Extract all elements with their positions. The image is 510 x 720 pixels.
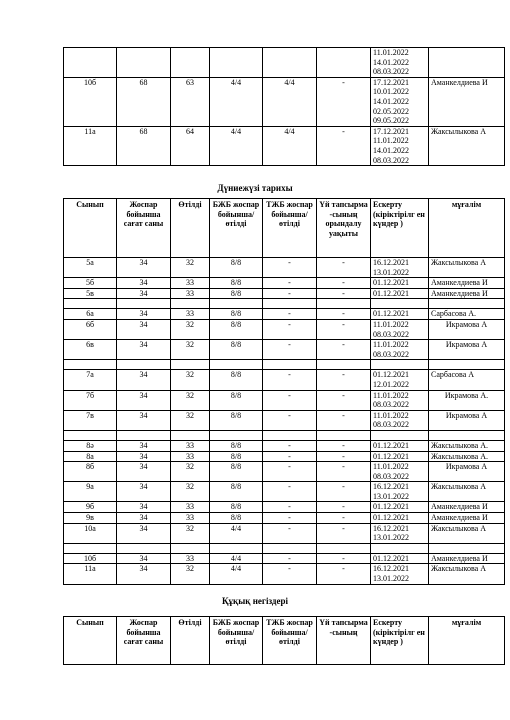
tjb-cell: -	[263, 340, 317, 360]
table-spacer-row	[64, 430, 505, 440]
tjb-cell: -	[263, 564, 317, 584]
bjb-cell: 8/8	[210, 370, 263, 390]
table-row	[64, 370, 505, 390]
table-continuation	[63, 47, 505, 166]
tjb-cell: -	[263, 502, 317, 513]
note-date: 17.12.2021	[373, 77, 409, 87]
note-date: 08.03.2022	[373, 67, 409, 77]
table-world-history	[63, 198, 505, 585]
note-dates-cell	[371, 48, 429, 78]
table-row	[64, 564, 505, 584]
table-row	[64, 77, 505, 126]
class-cell: 10б	[64, 553, 117, 564]
note-date: 16.12.2021	[373, 258, 409, 267]
table-law-basics	[63, 616, 505, 665]
teacher-cell: Аманкелдиева И	[429, 553, 505, 564]
table-header-row	[64, 199, 505, 258]
teacher-cell: Жаксылыкова А	[429, 523, 505, 543]
homework-cell: -	[317, 370, 371, 390]
done-cell	[171, 48, 210, 78]
note-dates-cell	[371, 451, 429, 462]
table-row	[64, 258, 505, 278]
tjb-cell: -	[263, 390, 317, 410]
note-date: 11.01.2022	[373, 136, 409, 146]
note-date: 13.01.2022	[373, 574, 409, 584]
note-date: 08.03.2022	[373, 400, 409, 410]
tjb-cell	[263, 48, 317, 78]
note-date: 01.12.2021	[373, 278, 409, 288]
spacer-cell	[171, 543, 210, 553]
header-tjb: ТЖБ жоспар бойынша/ өтілді	[263, 199, 317, 258]
done-cell: 64	[171, 126, 210, 165]
note-date: 14.01.2022	[373, 96, 409, 106]
spacer-cell	[117, 430, 171, 440]
tjb-cell: -	[263, 258, 317, 278]
note-date: 08.03.2022	[373, 349, 409, 359]
spacer-cell	[210, 299, 263, 309]
table-row	[64, 482, 505, 502]
note-date: 08.03.2022	[373, 329, 409, 339]
bjb-cell	[210, 48, 263, 78]
note-date: 11.01.2022	[373, 340, 409, 350]
teacher-cell: Икрамова А	[429, 462, 505, 482]
table-row	[64, 48, 505, 78]
homework-cell: -	[317, 523, 371, 543]
section-title-law-basics: Құқық негіздері	[222, 596, 288, 606]
tjb-cell: -	[263, 482, 317, 502]
homework-cell	[317, 48, 371, 78]
bjb-cell: 8/8	[210, 340, 263, 360]
header-done: Өтілді	[171, 617, 210, 665]
table-row	[64, 513, 505, 524]
header-done: Өтілді	[171, 199, 210, 258]
note-dates-cell	[371, 502, 429, 513]
spacer-cell	[317, 299, 371, 309]
homework-cell: -	[317, 553, 371, 564]
spacer-cell	[429, 360, 505, 370]
bjb-cell: 4/4	[210, 77, 263, 126]
teacher-cell: Аманкелдиева И	[429, 288, 505, 299]
spacer-cell	[64, 543, 117, 553]
note-dates-cell	[371, 278, 429, 289]
spacer-cell	[371, 360, 429, 370]
spacer-cell	[429, 299, 505, 309]
header-class: Сынып	[64, 199, 117, 258]
spacer-cell	[317, 543, 371, 553]
note-dates-cell	[371, 482, 429, 502]
table-row	[64, 523, 505, 543]
spacer-cell	[210, 360, 263, 370]
homework-cell: -	[317, 126, 371, 165]
class-cell: 6в	[64, 340, 117, 360]
note-date: 11.01.2022	[373, 410, 409, 420]
class-cell: 5б	[64, 278, 117, 289]
bjb-cell: 8/8	[210, 502, 263, 513]
class-cell: 8а	[64, 451, 117, 462]
spacer-cell	[263, 543, 317, 553]
spacer-cell	[117, 543, 171, 553]
homework-cell: -	[317, 288, 371, 299]
homework-cell: -	[317, 309, 371, 320]
table-row	[64, 340, 505, 360]
teacher-cell: Жаксылыкова А	[429, 258, 505, 278]
homework-cell: -	[317, 390, 371, 410]
table-spacer-row	[64, 543, 505, 553]
done-cell: 32	[171, 390, 210, 410]
note-dates-cell	[371, 390, 429, 410]
bjb-cell: 8/8	[210, 258, 263, 278]
spacer-cell	[210, 430, 263, 440]
homework-cell: -	[317, 564, 371, 584]
note-dates-cell	[371, 288, 429, 299]
note-dates-cell	[371, 440, 429, 451]
header-homework: Үй тапсырма -сының орындалу уақыты	[317, 199, 371, 258]
class-cell: 6б	[64, 319, 117, 339]
done-cell: 63	[171, 77, 210, 126]
spacer-cell	[371, 543, 429, 553]
teacher-cell: Икрамова А	[429, 319, 505, 339]
bjb-cell: 8/8	[210, 390, 263, 410]
teacher-cell: Икрамова А	[429, 340, 505, 360]
spacer-cell	[171, 360, 210, 370]
table-row	[64, 288, 505, 299]
spacer-cell	[117, 360, 171, 370]
spacer-cell	[317, 360, 371, 370]
tjb-cell: -	[263, 288, 317, 299]
tjb-cell: -	[263, 523, 317, 543]
table-header-row	[64, 617, 505, 665]
class-cell: 11а	[64, 126, 117, 165]
plan-hours-cell: 34	[117, 309, 171, 320]
plan-hours-cell: 34	[117, 410, 171, 430]
plan-hours-cell: 68	[117, 126, 171, 165]
header-tjb: ТЖБ жоспар бойынша/ өтілді	[263, 617, 317, 665]
done-cell: 32	[171, 319, 210, 339]
teacher-cell: Аманкелдиева И	[429, 278, 505, 289]
plan-hours-cell: 34	[117, 319, 171, 339]
table-spacer-row	[64, 299, 505, 309]
teacher-cell: Аманкелдиева И	[429, 77, 505, 126]
bjb-cell: 4/4	[210, 126, 263, 165]
tjb-cell: -	[263, 319, 317, 339]
tjb-cell: -	[263, 440, 317, 451]
homework-cell: -	[317, 513, 371, 524]
note-dates-cell	[371, 319, 429, 339]
note-dates-cell	[371, 126, 429, 165]
teacher-cell: Икрамова А.	[429, 390, 505, 410]
header-plan: Жоспар бойынша сағат саны	[117, 617, 171, 665]
homework-cell: -	[317, 319, 371, 339]
bjb-cell: 8/8	[210, 278, 263, 289]
table-row	[64, 126, 505, 165]
note-dates-cell	[371, 513, 429, 524]
teacher-cell: Жаксылыкова А	[429, 482, 505, 502]
teacher-cell: Аманкелдиева И	[429, 502, 505, 513]
note-date: 13.01.2022	[373, 491, 409, 501]
plan-hours-cell: 34	[117, 340, 171, 360]
note-date: 13.01.2022	[373, 267, 409, 277]
plan-hours-cell	[117, 48, 171, 78]
note-date: 16.12.2021	[373, 523, 409, 533]
bjb-cell: 8/8	[210, 410, 263, 430]
plan-hours-cell: 34	[117, 370, 171, 390]
done-cell: 32	[171, 462, 210, 482]
note-date: 08.03.2022	[373, 471, 409, 481]
done-cell: 32	[171, 564, 210, 584]
note-date: 10.01.2022	[373, 87, 409, 97]
homework-cell: -	[317, 440, 371, 451]
note-dates-cell	[371, 340, 429, 360]
tjb-cell: -	[263, 451, 317, 462]
spacer-cell	[317, 430, 371, 440]
plan-hours-cell: 34	[117, 451, 171, 462]
class-cell: 8ә	[64, 440, 117, 451]
header-homework: Үй тапсырма -сының	[317, 617, 371, 665]
table-row	[64, 278, 505, 289]
note-date: 01.12.2021	[373, 553, 409, 563]
plan-hours-cell: 34	[117, 523, 171, 543]
done-cell: 32	[171, 258, 210, 278]
header-plan: Жоспар бойынша сағат саны	[117, 199, 171, 258]
teacher-cell: Жаксылыкова А	[429, 126, 505, 165]
spacer-cell	[263, 430, 317, 440]
tjb-cell: -	[263, 278, 317, 289]
header-bjb: БЖБ жоспар бойынша/ өтілді	[210, 617, 263, 665]
teacher-cell: Сарбасова А.	[429, 309, 505, 320]
teacher-cell: Жаксылыкова А	[429, 564, 505, 584]
note-date: 01.12.2021	[373, 370, 409, 380]
note-date: 11.01.2022	[373, 462, 409, 472]
plan-hours-cell: 34	[117, 440, 171, 451]
note-date: 11.01.2022	[373, 48, 409, 57]
spacer-cell	[263, 360, 317, 370]
header-bjb: БЖБ жоспар бойынша/ өтілді	[210, 199, 263, 258]
table-row	[64, 553, 505, 564]
done-cell: 33	[171, 553, 210, 564]
header-teacher: мұғалім	[429, 617, 505, 665]
note-date: 12.01.2022	[373, 379, 409, 389]
note-date: 01.12.2021	[373, 288, 409, 298]
note-date: 01.12.2021	[373, 309, 409, 319]
note-date: 16.12.2021	[373, 564, 409, 574]
plan-hours-cell: 68	[117, 77, 171, 126]
tjb-cell: -	[263, 309, 317, 320]
spacer-cell	[64, 299, 117, 309]
note-dates-cell	[371, 523, 429, 543]
note-date: 08.03.2022	[373, 155, 409, 165]
homework-cell: -	[317, 77, 371, 126]
spacer-cell	[429, 543, 505, 553]
class-cell: 10а	[64, 523, 117, 543]
note-dates-cell	[371, 77, 429, 126]
class-cell	[64, 48, 117, 78]
plan-hours-cell: 34	[117, 482, 171, 502]
table-row	[64, 309, 505, 320]
note-dates-cell	[371, 370, 429, 390]
teacher-cell	[429, 48, 505, 78]
note-dates-cell	[371, 410, 429, 430]
note-dates-cell	[371, 564, 429, 584]
bjb-cell: 8/8	[210, 319, 263, 339]
note-date: 13.01.2022	[373, 533, 409, 543]
note-date: 14.01.2022	[373, 145, 409, 155]
note-date: 02.05.2022	[373, 106, 409, 116]
done-cell: 32	[171, 370, 210, 390]
class-cell: 6а	[64, 309, 117, 320]
done-cell: 33	[171, 440, 210, 451]
homework-cell: -	[317, 410, 371, 430]
header-note: Ескерту (кіріктірілг ен күндер )	[371, 617, 429, 665]
homework-cell: -	[317, 462, 371, 482]
plan-hours-cell: 34	[117, 390, 171, 410]
note-dates-cell	[371, 553, 429, 564]
homework-cell: -	[317, 451, 371, 462]
note-dates-cell	[371, 309, 429, 320]
note-date: 01.12.2021	[373, 451, 409, 461]
plan-hours-cell: 34	[117, 513, 171, 524]
bjb-cell: 4/4	[210, 553, 263, 564]
done-cell: 32	[171, 523, 210, 543]
class-cell: 9а	[64, 482, 117, 502]
homework-cell: -	[317, 502, 371, 513]
tjb-cell: -	[263, 553, 317, 564]
homework-cell: -	[317, 482, 371, 502]
teacher-cell: Жаксылыкова А.	[429, 440, 505, 451]
section-title-world-history: Дүниежүзі тарихы	[217, 183, 293, 193]
bjb-cell: 4/4	[210, 564, 263, 584]
note-date: 01.12.2021	[373, 513, 409, 523]
bjb-cell: 8/8	[210, 440, 263, 451]
class-cell: 9б	[64, 502, 117, 513]
header-note: Ескерту (кіріктірілг ен күндер )	[371, 199, 429, 258]
class-cell: 11а	[64, 564, 117, 584]
note-date: 16.12.2021	[373, 482, 409, 492]
spacer-cell	[263, 299, 317, 309]
spacer-cell	[171, 299, 210, 309]
teacher-cell: Жаксылыкова А.	[429, 451, 505, 462]
spacer-cell	[429, 430, 505, 440]
table-row	[64, 390, 505, 410]
plan-hours-cell: 34	[117, 278, 171, 289]
plan-hours-cell: 34	[117, 462, 171, 482]
spacer-cell	[64, 430, 117, 440]
note-dates-cell	[371, 462, 429, 482]
note-date: 11.01.2022	[373, 390, 409, 400]
bjb-cell: 8/8	[210, 451, 263, 462]
class-cell: 5в	[64, 288, 117, 299]
class-cell: 7б	[64, 390, 117, 410]
spacer-cell	[117, 299, 171, 309]
bjb-cell: 8/8	[210, 309, 263, 320]
bjb-cell: 8/8	[210, 462, 263, 482]
note-date: 11.01.2022	[373, 319, 409, 329]
done-cell: 33	[171, 513, 210, 524]
plan-hours-cell: 34	[117, 258, 171, 278]
note-date: 01.12.2021	[373, 440, 409, 450]
class-cell: 7в	[64, 410, 117, 430]
tjb-cell: -	[263, 370, 317, 390]
plan-hours-cell: 34	[117, 288, 171, 299]
done-cell: 32	[171, 482, 210, 502]
done-cell: 33	[171, 278, 210, 289]
tjb-cell: -	[263, 513, 317, 524]
bjb-cell: 4/4	[210, 523, 263, 543]
tjb-cell: -	[263, 462, 317, 482]
done-cell: 33	[171, 502, 210, 513]
done-cell: 33	[171, 451, 210, 462]
table-row	[64, 440, 505, 451]
homework-cell: -	[317, 278, 371, 289]
tjb-cell: -	[263, 410, 317, 430]
spacer-cell	[371, 430, 429, 440]
homework-cell: -	[317, 258, 371, 278]
done-cell: 33	[171, 309, 210, 320]
plan-hours-cell: 34	[117, 553, 171, 564]
note-date: 14.01.2022	[373, 57, 409, 67]
spacer-cell	[371, 299, 429, 309]
tjb-cell: 4/4	[263, 77, 317, 126]
table-row	[64, 319, 505, 339]
plan-hours-cell: 34	[117, 502, 171, 513]
homework-cell: -	[317, 340, 371, 360]
bjb-cell: 8/8	[210, 482, 263, 502]
plan-hours-cell: 34	[117, 564, 171, 584]
table-row	[64, 502, 505, 513]
header-class: Сынып	[64, 617, 117, 665]
class-cell: 9в	[64, 513, 117, 524]
header-teacher: мұғалім	[429, 199, 505, 258]
class-cell: 10б	[64, 77, 117, 126]
teacher-cell: Сарбасова А	[429, 370, 505, 390]
note-date: 08.03.2022	[373, 420, 409, 430]
note-date: 09.05.2022	[373, 116, 409, 126]
teacher-cell: Икрамова А	[429, 410, 505, 430]
note-date: 01.12.2021	[373, 502, 409, 512]
table-spacer-row	[64, 360, 505, 370]
bjb-cell: 8/8	[210, 513, 263, 524]
tjb-cell: 4/4	[263, 126, 317, 165]
class-cell: 8б	[64, 462, 117, 482]
done-cell: 32	[171, 340, 210, 360]
spacer-cell	[171, 430, 210, 440]
spacer-cell	[210, 543, 263, 553]
table-row	[64, 462, 505, 482]
teacher-cell: Аманкелдиева И	[429, 513, 505, 524]
class-cell: 7а	[64, 370, 117, 390]
table-row	[64, 410, 505, 430]
done-cell: 32	[171, 410, 210, 430]
note-dates-cell	[371, 258, 429, 278]
bjb-cell: 8/8	[210, 288, 263, 299]
spacer-cell	[64, 360, 117, 370]
done-cell: 33	[171, 288, 210, 299]
note-date: 17.12.2021	[373, 126, 409, 136]
table-row	[64, 451, 505, 462]
class-cell: 5а	[64, 258, 117, 278]
